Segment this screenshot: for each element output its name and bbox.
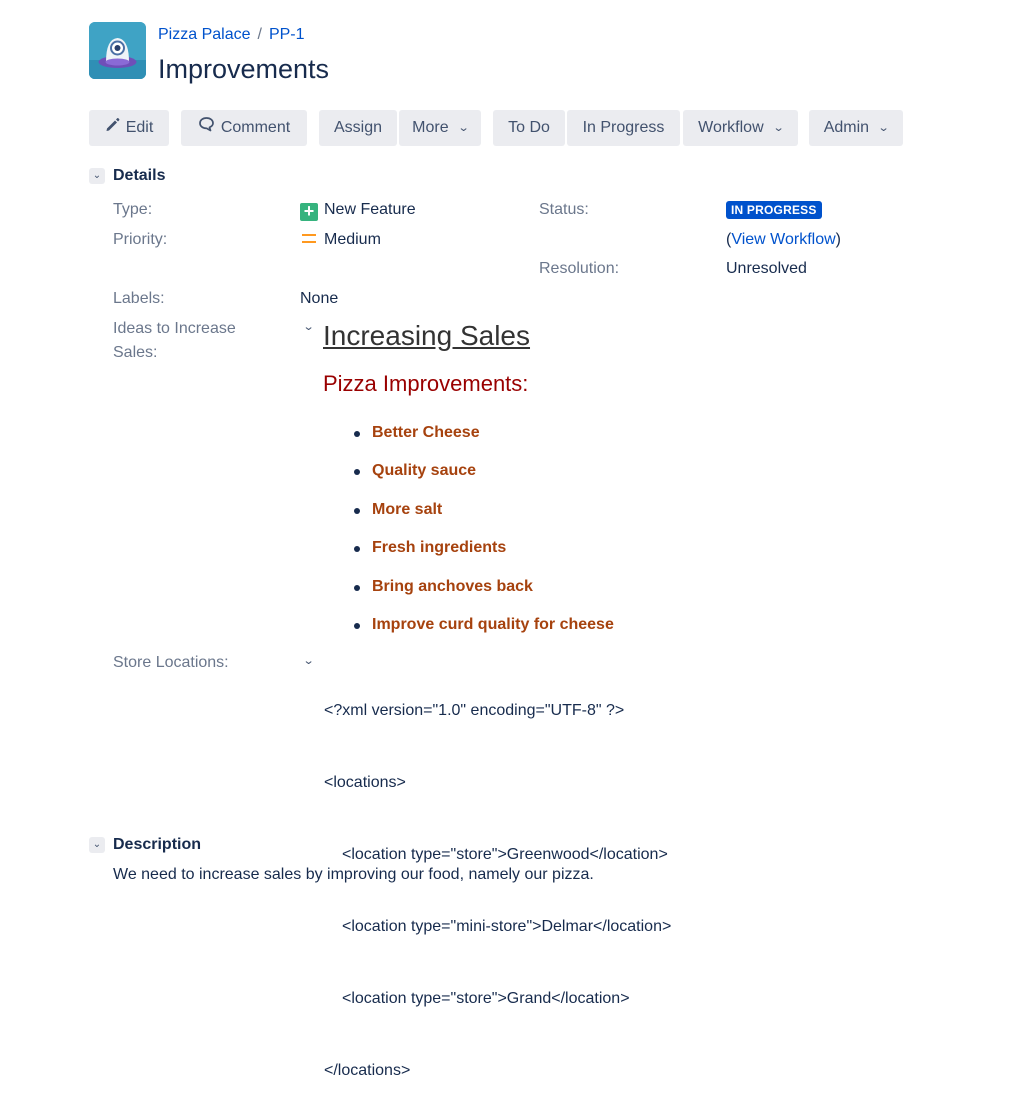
priority-value xyxy=(300,230,381,250)
priority-label: Priority: xyxy=(113,231,168,248)
workflow-button-label: Workflow xyxy=(698,119,764,136)
details-section-title: Details xyxy=(113,167,166,184)
comment-button-label: Comment xyxy=(220,119,291,136)
ideas-label-line1: Ideas to Increase xyxy=(113,320,236,337)
chevron-down-icon: ⌄ xyxy=(457,122,470,134)
chevron-down-icon: ⌄ xyxy=(772,122,785,134)
more-button[interactable] xyxy=(399,110,481,146)
page-title: Improvements xyxy=(158,54,330,84)
speech-bubble-icon xyxy=(198,110,215,146)
resolution-value: Unresolved xyxy=(726,260,807,277)
xml-line: <location type="store">Greenwood</location> xyxy=(342,846,668,863)
ideas-label xyxy=(113,317,236,365)
list-item: Bring anchoves back xyxy=(372,578,533,595)
pizza-subheading: Pizza Improvements: xyxy=(323,371,529,396)
status-badge xyxy=(726,201,822,219)
edit-button[interactable] xyxy=(89,110,169,146)
description-text: We need to increase sales by improving our food, namely our pizza. xyxy=(113,866,594,883)
labels-label: Labels: xyxy=(113,290,165,307)
xml-line: </locations> xyxy=(324,1062,411,1079)
more-button-label: More xyxy=(412,119,449,136)
workflow-button[interactable] xyxy=(683,110,798,146)
type-label: Type: xyxy=(113,201,153,218)
new-feature-icon: + xyxy=(300,203,318,221)
breadcrumb-project-link[interactable]: Pizza Palace xyxy=(158,26,251,43)
details-collapse-toggle[interactable]: ⌄ xyxy=(89,168,105,184)
type-value xyxy=(300,200,416,221)
admin-button[interactable] xyxy=(809,110,903,146)
description-section-title: Description xyxy=(113,836,202,853)
ideas-expand-toggle-icon[interactable]: ⌄ xyxy=(302,321,315,333)
type-value-text: New Feature xyxy=(324,201,416,218)
breadcrumb-issue-link[interactable]: PP-1 xyxy=(268,26,305,43)
resolution-label: Resolution: xyxy=(539,260,620,277)
view-workflow-link[interactable]: View Workflow xyxy=(731,231,836,248)
edit-button-label: Edit xyxy=(125,119,154,136)
xml-line: <locations> xyxy=(324,774,406,791)
xml-line: <?xml version="1.0" encoding="UTF-8" ?> xyxy=(324,702,625,719)
store-locations-label: Store Locations: xyxy=(113,654,229,671)
list-item: Better Cheese xyxy=(372,424,480,441)
list-item: Fresh ingredients xyxy=(372,539,507,556)
xml-line: <location type="mini-store">Delmar</location> xyxy=(342,918,672,935)
priority-value-text: Medium xyxy=(324,231,381,248)
in-progress-button[interactable]: In Progress xyxy=(567,110,680,146)
labels-value: None xyxy=(300,290,339,307)
description-collapse-toggle[interactable]: ⌄ xyxy=(89,837,105,853)
store-expand-toggle-icon[interactable]: ⌄ xyxy=(302,655,315,667)
todo-button[interactable]: To Do xyxy=(493,110,565,146)
breadcrumb-separator: / xyxy=(257,26,262,43)
list-item: Improve curd quality for cheese xyxy=(372,616,614,633)
list-item: Quality sauce xyxy=(372,462,477,479)
chevron-down-icon: ⌄ xyxy=(877,122,890,134)
view-workflow: (View Workflow) xyxy=(726,231,841,248)
breadcrumb xyxy=(158,25,305,45)
xml-line: <location type="store">Grand</location> xyxy=(342,990,630,1007)
status-label: Status: xyxy=(539,201,589,218)
assign-button[interactable]: Assign xyxy=(319,110,397,146)
project-avatar-icon[interactable] xyxy=(89,22,146,79)
ideas-label-line2: Sales: xyxy=(113,344,158,361)
status-lozenge: IN PROGRESS xyxy=(726,201,822,219)
admin-button-label: Admin xyxy=(823,119,870,136)
medium-priority-icon xyxy=(302,234,316,243)
list-item: More salt xyxy=(372,501,443,518)
comment-button[interactable] xyxy=(181,110,307,146)
ideas-heading: Increasing Sales xyxy=(323,320,531,351)
pencil-icon xyxy=(105,110,120,146)
